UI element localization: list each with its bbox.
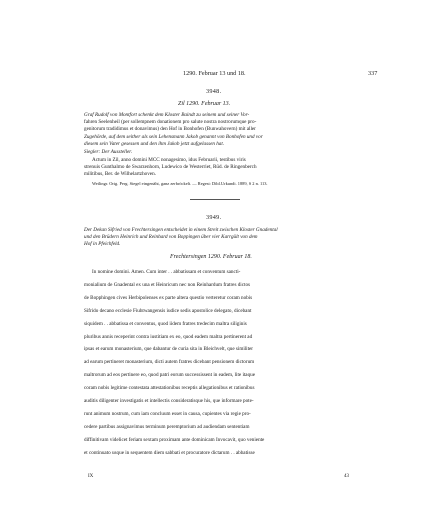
body-line: de Bopphingen cives Herbipolenses ex parte altera questio verteretur coram nobis [84, 294, 253, 301]
body-line: auditis diligenter investigatis et intellectis consideratisque his, que informare pote- [84, 398, 254, 405]
body-line: maltrorum ad eos pertinere eo, quod patri eorum successissent in eadem, lite itaque [84, 372, 256, 379]
body-line: diffinitivam videlicet feriam sextam proximam ante dominicam Invocavit, quo veniente [84, 436, 265, 443]
body-line: In nomine domini. Amen. Cum inter . . abbatissam et conventum sancti- [92, 269, 241, 275]
document-summary [84, 112, 384, 148]
document-summary [84, 227, 384, 249]
divider-rule [190, 199, 240, 200]
actum-line: strenuis Gunthalmo de Swarzenhorn, Ludewico de Westerriet, Rüd. de Ringenberch [84, 164, 257, 171]
summary-line: Der Dekan Sifried von Frechtersingen entscheidet in einem Streit zwischen Kloster Gnadental [84, 227, 278, 233]
sheet-number: 43 [344, 474, 349, 479]
body-line: monialium de Gnadental ex una et Heinricum nec non Reinhardum fratres dictos [84, 281, 251, 288]
summary-line: diesem sein Vater gesessen und den ihm Jakob jetzt aufgelassen hat. [84, 140, 225, 147]
body-line: ad earum pertineret monasterium, dicti autem fratres dicebant pensionem dictorum [84, 359, 255, 366]
document-body [84, 266, 384, 460]
body-line: siquidem . . abbatissa et conventus, quod iidem fratres tredecim maltra siliginis [84, 320, 247, 327]
actum-line: Actum in Zil, anno domini MCC nonagesimo, idus Februarii, testibus viris [92, 157, 246, 163]
sigler-line: Siegler: Der Aussteller. [84, 149, 133, 155]
signature-mark: IX [88, 474, 94, 479]
document-number: 3949. [206, 214, 222, 221]
document-number: 3948. [206, 88, 222, 95]
actum-text [84, 157, 384, 179]
source-note: Weilingr. Orig. Perg. Siegel eingenäht, ganz zerbröckelt. — Regest: Dibl.Urkundi. 1889, S 2 n. 113. [92, 181, 268, 186]
body-line: ipsas et earum monasterium, que dabantur de curia sita in Bleichvelt, que similiter [84, 346, 254, 353]
body-line: et continuato usque in sequentem diem sabbati et procuratore dictarum . . abbatisse [84, 449, 255, 456]
body-line: coram nobis legitime contestata attestationibus receptis allegationibus et rationibus [84, 385, 255, 392]
running-header: 1290. Februar 13 und 18. [183, 70, 246, 77]
summary-line: Zugehörde, auf dem seither als sein Lehensmann Jakob genannt von Bonhofen und vor [84, 133, 263, 140]
body-line: cedere partibus assignavimus terminum peremptorium ad audiendam sententiam [84, 423, 250, 430]
actum-line: militibus, Ber. de Wilhelartzhoven. [84, 171, 156, 178]
summary-line: fahren Seelenheil (per sollempnem donationem pro salute nostra nostrorumque pro- [84, 119, 257, 126]
summary-line: und den Brüdern Heinrich und Reinhard von Boppingen über vier Karrgült von dem [84, 234, 258, 241]
body-line: pluribus annis receperint contra iustitiam ex eo, quod eadem maltra pertinerent ad [84, 333, 253, 340]
body-line: runt animum nostrum, cum iam concluum esset in causa, cupientes via regie pro- [84, 410, 251, 417]
page-number: 337 [368, 70, 378, 77]
summary-line: Graf Rudolf von Montfort schenkt dem Kloster Baindt zu seinem und seiner Vor- [84, 112, 250, 118]
summary-line: genitorum tradidimus et donavimus) den Hof in Bonhofen (Bunwahovern) mit aller [84, 126, 256, 133]
body-line: Sifrido decano ecclesie Fiuhtwangensis iudice sedis apostolice delegato, dicebant [84, 307, 252, 314]
document-dateline: Frechtersingen 1290. Februar 18. [170, 254, 252, 260]
summary-line: Hof in Pfeichfeld. [84, 241, 121, 248]
document-dateline: Zil 1290. Februar 13. [178, 101, 231, 107]
